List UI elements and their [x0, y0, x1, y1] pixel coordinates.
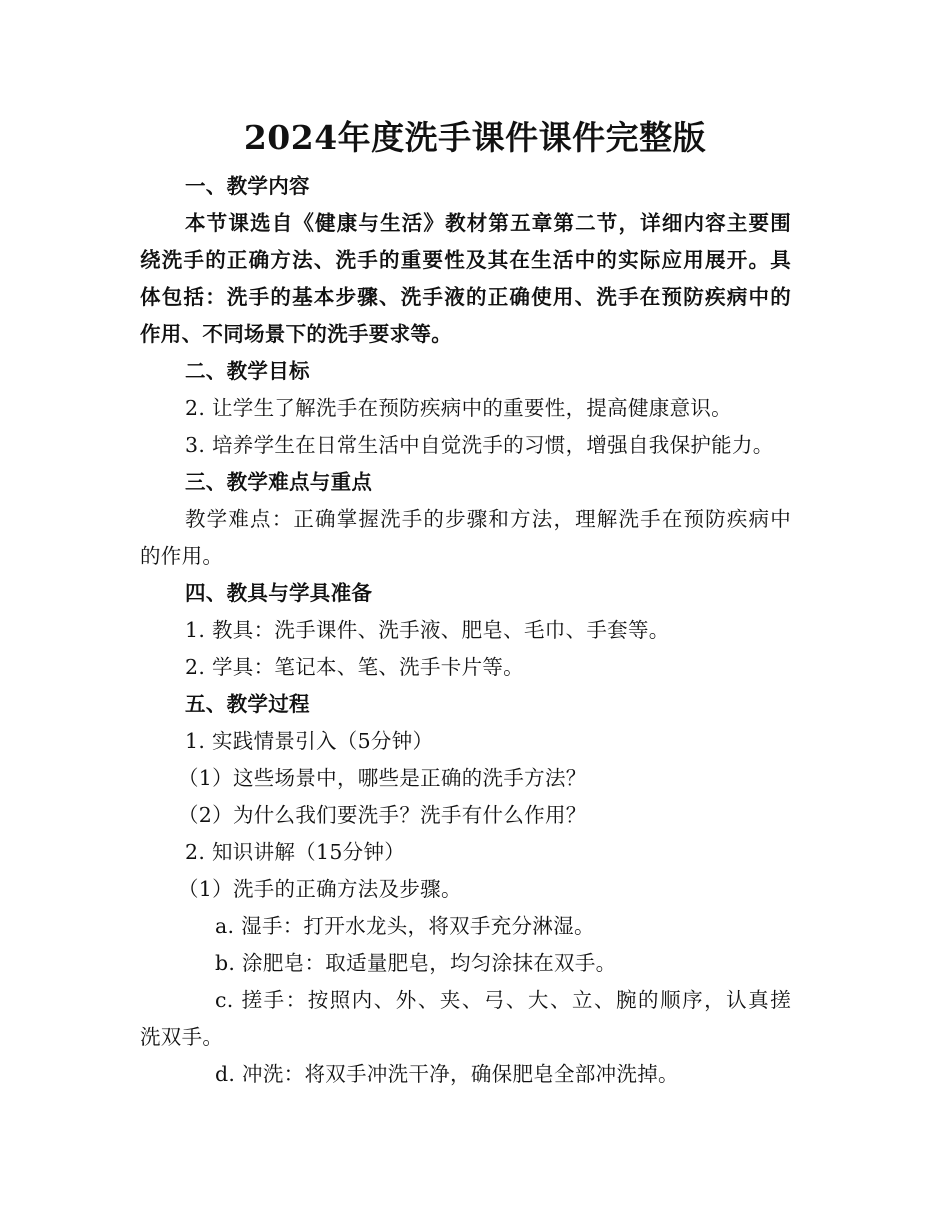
- paragraph-line: 绕洗手的正确方法、洗手的重要性及其在生活中的实际应用展开。具: [140, 248, 791, 272]
- paragraph-line: 体包括：洗手的基本步骤、洗手液的正确使用、洗手在预防疾病中的: [140, 285, 791, 309]
- list-item: （1）这些场景中，哪些是正确的洗手方法？: [178, 766, 587, 790]
- list-item: （1）洗手的正确方法及步骤。: [178, 877, 462, 901]
- section-heading-teaching-content: 一、教学内容: [185, 174, 310, 198]
- list-item: 3. 培养学生在日常生活中自觉洗手的习惯，增强自我保护能力。: [185, 433, 774, 457]
- section-heading-materials: 四、教具与学具准备: [185, 581, 373, 605]
- list-item: （2）为什么我们要洗手？洗手有什么作用？: [178, 803, 587, 827]
- paragraph-line: 作用、不同场景下的洗手要求等。: [140, 322, 452, 346]
- list-item: c. 搓手：按照内、外、夹、弓、大、立、腕的顺序，认真搓: [215, 988, 791, 1012]
- section-heading-difficulties: 三、教学难点与重点: [185, 470, 373, 494]
- list-item: 1. 实践情景引入（5分钟）: [185, 729, 434, 753]
- section-heading-process: 五、教学过程: [185, 692, 310, 716]
- section-heading-teaching-goals: 二、教学目标: [185, 359, 310, 383]
- list-item: a. 湿手：打开水龙头，将双手充分淋湿。: [215, 914, 595, 938]
- list-item: 2. 让学生了解洗手在预防疾病中的重要性，提高健康意识。: [185, 396, 732, 420]
- document-title: 2024年度洗手课件课件完整版: [243, 118, 707, 157]
- list-item: d. 冲洗：将双手冲洗干净，确保肥皂全部冲洗掉。: [215, 1062, 679, 1086]
- list-item: 1. 教具：洗手课件、洗手液、肥皂、毛巾、手套等。: [185, 618, 670, 642]
- list-item: 洗双手。: [140, 1025, 224, 1049]
- list-item: 2. 知识讲解（15分钟）: [185, 840, 406, 864]
- paragraph-line: 本节课选自《健康与生活》教材第五章第二节，详细内容主要围: [185, 211, 791, 235]
- list-item: 2. 学具：笔记本、笔、洗手卡片等。: [185, 655, 524, 679]
- paragraph-line: 的作用。: [140, 544, 224, 568]
- paragraph-line: 教学难点：正确掌握洗手的步骤和方法，理解洗手在预防疾病中: [185, 507, 791, 531]
- list-item: b. 涂肥皂：取适量肥皂，均匀涂抹在双手。: [215, 951, 617, 975]
